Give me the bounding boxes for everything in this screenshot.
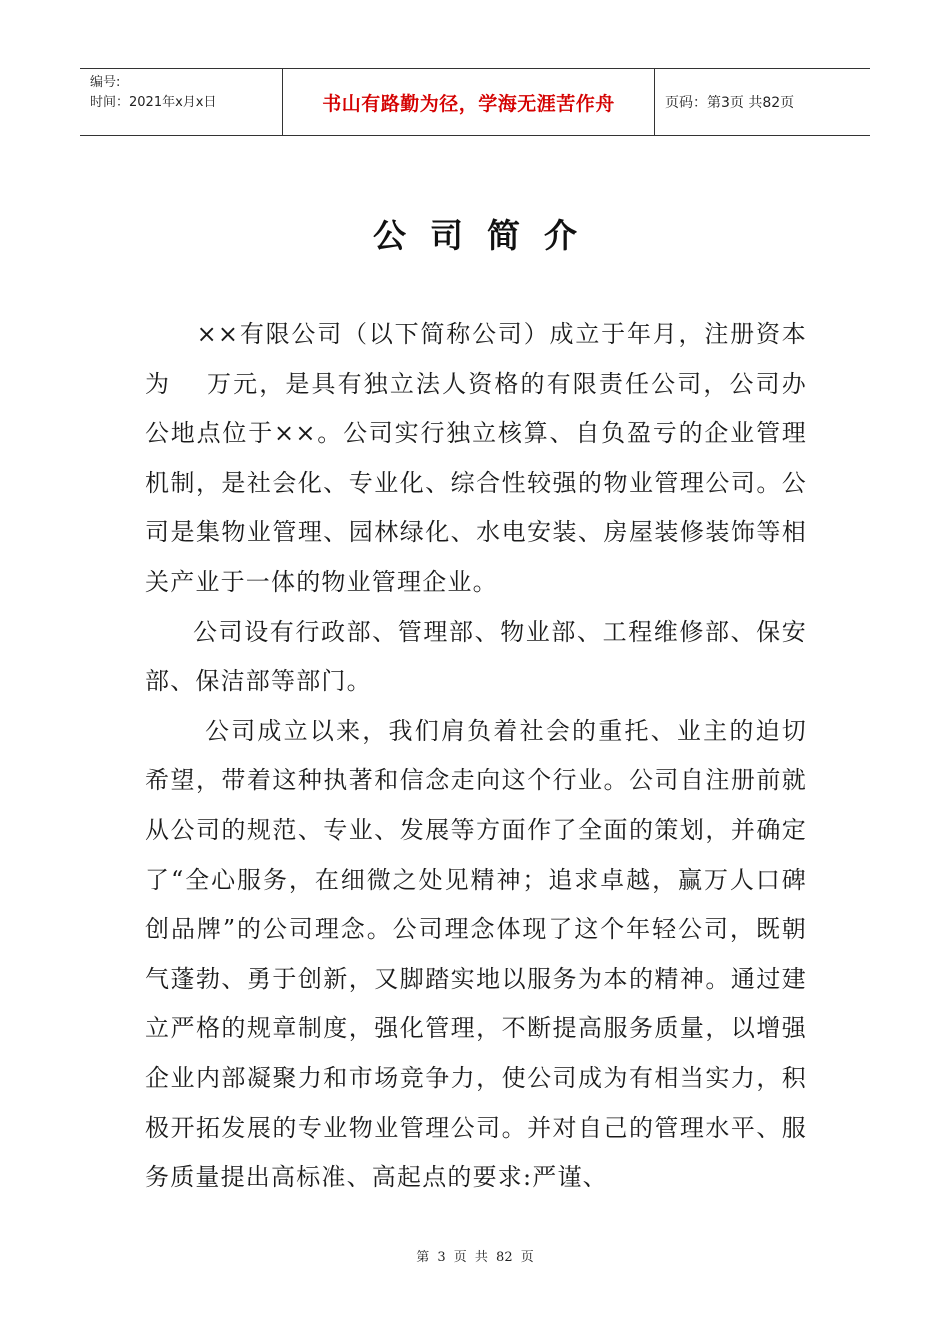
page-footer: 第 3 页 共 82 页 bbox=[416, 1250, 534, 1265]
paragraph-intro: ××有限公司（以下简称公司）成立于年月，注册资本为 万元，是具有独立法人资格的有限责任公司，公司办公地点位于××。公司实行独立核算、自负盈亏的企业管理机制，是社会化、专业化、综合性较强的物业管理公司。公司是集物业管理、园林绿化、水电安装、房屋装修装饰等相关产业于一体的物业管理企业。 bbox=[145, 320, 807, 596]
page-header bbox=[80, 68, 870, 136]
header-motto bbox=[282, 69, 655, 135]
header-page-info bbox=[655, 69, 870, 135]
document-date: 时间：2021年x月x日 bbox=[90, 95, 217, 110]
document-title: 公司简介 bbox=[373, 216, 601, 255]
paragraph-philosophy: 公司成立以来，我们肩负着社会的重托、业主的迫切希望，带着这种执著和信念走向这个行业。公司自注册前就从公司的规范、专业、发展等方面作了全面的策划，并确定了“全心服务，在细微之处见精神；追求卓越，赢万人口碑创品牌”的公司理念。公司理念体现了这个年轻公司，既朝气蓬勃、勇于创新，又脚踏实地以服务为本的精神。通过建立严格的规章制度，强化管理，不断提高服务质量，以增强企业内部凝聚力和市场竞争力，使公司成为有相当实力，积极开拓发展的专业物业管理公司。并对自己的管理水平、服务质量提出高标准、高起点的要求:严谨、 bbox=[145, 716, 807, 1192]
paragraph-departments: 公司设有行政部、管理部、物业部、工程维修部、保安部、保洁部等部门。 bbox=[145, 617, 807, 696]
document-body bbox=[145, 310, 807, 1203]
document-number-label: 编号: bbox=[90, 75, 121, 90]
header-meta bbox=[80, 69, 282, 135]
page-info-text: 页码：第3页 共82页 bbox=[665, 95, 795, 111]
motto-text: 书山有路勤为径，学海无涯苦作舟 bbox=[322, 92, 615, 115]
